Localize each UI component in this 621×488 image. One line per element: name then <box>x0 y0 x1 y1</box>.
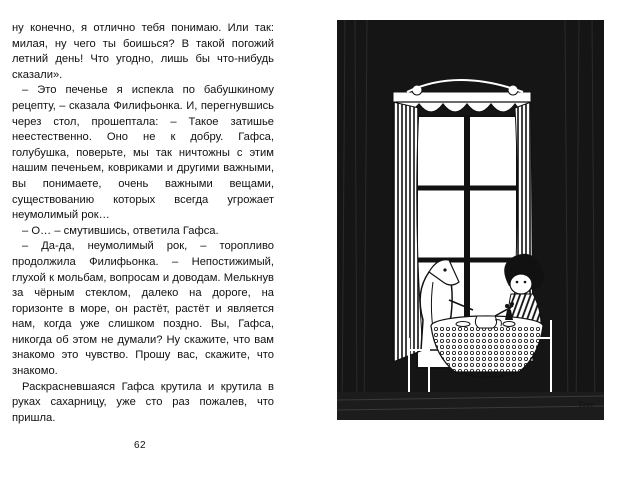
ink-illustration <box>337 20 604 420</box>
paragraph-4: – Да-да, неумолимый рок, – торопливо продолжила Филифьонка. – Непостижимый, глухой к мольбам, вопросам и доводам. Мелькнув за чёрным стеклом, далеко на дороге, на горизонте в море, он растёт, растёт и является нам, когда уже слишком поздно. Вы, Гафса, никогда об этом не думали? Ну скажите, что вам знакомо это чувство. Прошу вас, скажите, что знакомо. <box>12 240 274 378</box>
text-column <box>12 21 274 426</box>
page-number: 62 <box>134 440 147 451</box>
paragraph-2: – Это печенье я испекла по бабушкиному рецепту, – сказала Филифьонка. И, перегнувшись через стол, прошептала: – Такое затишье неестественно. Оно не к добру. Гафса, голубушка, поверьте, мы так ничтожны с этим нашим печеньем, ковриками и другими важными, вы понимаете, очень важными вещами, существованию которых всегда угрожает неумолимый рок… <box>12 84 274 222</box>
paragraph-3: – О… – смутившись, ответила Гафса. <box>22 224 219 237</box>
paragraph-1: ну конечно, я отлично тебя понимаю. Или так: милая, ну чего ты боишься? В такой погожий летний день! Что угодно, лишь бы что-нибудь сказали». <box>12 22 274 81</box>
artist-signature: Tove <box>578 401 595 409</box>
paragraph-5: Раскрасневшаяся Гафса крутила и крутила в руках сахарницу, уже сто раз пожалев, что пришла. <box>12 380 274 424</box>
